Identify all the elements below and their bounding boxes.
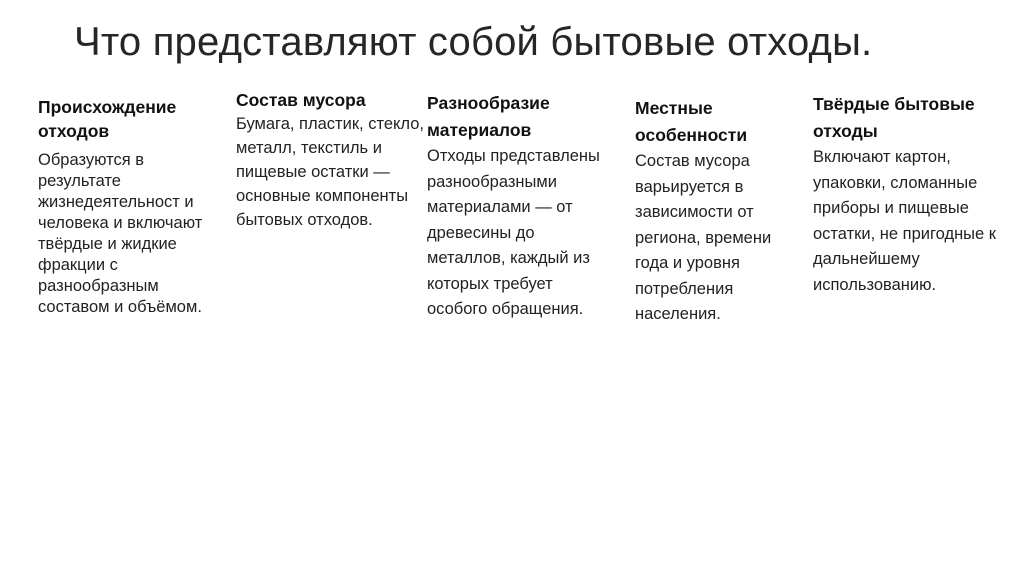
column-text: Образуются в результате жизнедеятельност и человека и включают твёрдые и жидкие фракции с разнообразным составом и объёмом. <box>38 151 203 316</box>
slide-title: Что представляют собой бытовые отходы. <box>74 20 873 64</box>
column-material-variety <box>427 90 607 323</box>
column-heading: Происхождение отходов <box>38 97 177 141</box>
column-text: Отходы представлены разнообразными материалами — от древесины до металлов, каждый из которых требует особого обращения. <box>427 147 600 318</box>
column-heading: Состав мусора <box>236 90 366 110</box>
column-heading: Твёрдые бытовые отходы <box>813 94 975 141</box>
column-heading: Местные особенности <box>635 98 748 145</box>
column-text: Бумага, пластик, стекло, металл, текстиль и пищевые остатки — основные компоненты бытовых отходов. <box>236 115 424 229</box>
column-heading: Разнообразие материалов <box>427 93 550 140</box>
column-local-features <box>635 95 807 328</box>
column-waste-composition <box>236 88 426 232</box>
column-text: Состав мусора варьируется в зависимости от региона, времени года и уровня потребления населения. <box>635 152 772 323</box>
column-waste-origin <box>38 95 216 318</box>
column-text: Включают картон, упаковки, сломанные приборы и пищевые остатки, не пригодные к дальнейшему использованию. <box>813 148 997 294</box>
column-solid-waste <box>813 91 1008 298</box>
